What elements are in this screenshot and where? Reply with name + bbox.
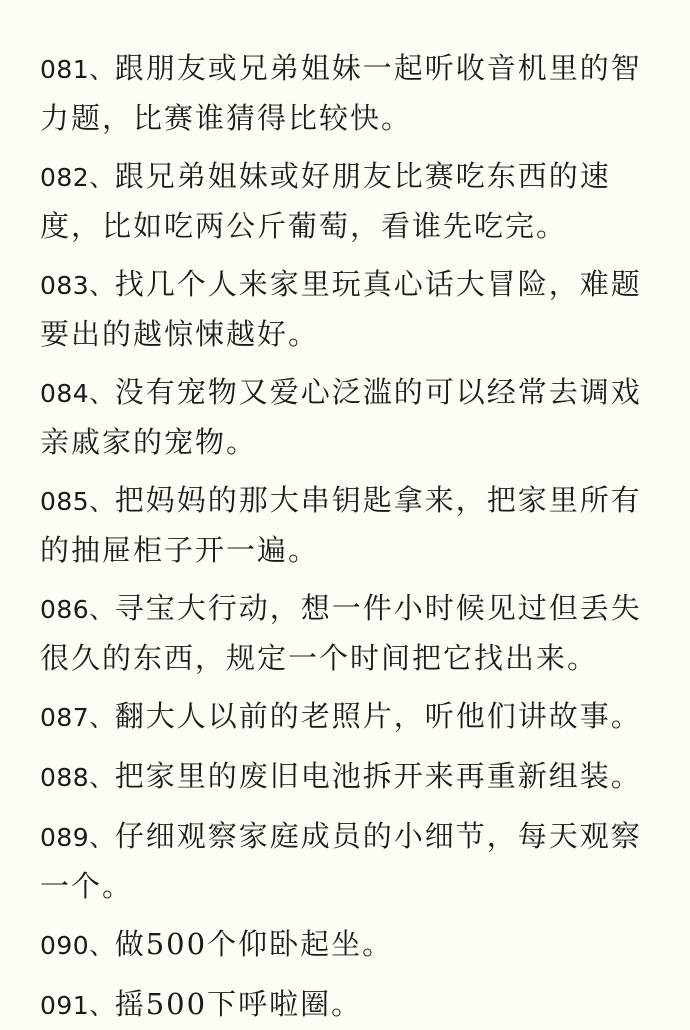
list-item (40, 752, 660, 802)
list-item (40, 584, 660, 682)
list-item (40, 476, 660, 574)
item-text: 仔细观察家庭成员的小细节，每天观察一个。 (40, 819, 642, 903)
list-item (40, 368, 660, 466)
list-item (40, 44, 660, 142)
item-text: 做500个仰卧起坐。 (114, 927, 394, 961)
item-number: 091、 (40, 991, 115, 1020)
item-text: 跟兄弟姐妹或好朋友比赛吃东西的速度，比如吃两公斤葡萄，看谁先吃完。 (40, 159, 611, 243)
item-number: 082、 (40, 163, 115, 192)
item-text: 翻大人以前的老照片，听他们讲故事。 (114, 699, 642, 733)
list-item (40, 260, 660, 358)
item-number: 081、 (40, 55, 115, 84)
list-item (40, 812, 660, 910)
item-number: 084、 (40, 379, 115, 408)
item-text: 摇500下呼啦圈。 (114, 987, 363, 1021)
item-number: 086、 (40, 595, 115, 624)
list-item (40, 152, 660, 250)
item-text: 把家里的废旧电池拆开来再重新组装。 (114, 759, 642, 793)
item-text: 跟朋友或兄弟姐妹一起听收音机里的智力题，比赛谁猜得比较快。 (40, 51, 642, 135)
item-text: 找几个人来家里玩真心话大冒险，难题要出的越惊悚越好。 (40, 267, 642, 351)
item-number: 085、 (40, 487, 115, 516)
item-number: 090、 (40, 931, 115, 960)
list-item (40, 692, 660, 742)
item-number: 088、 (40, 763, 115, 792)
item-text: 把妈妈的那大串钥匙拿来，把家里所有的抽屉柜子开一遍。 (40, 483, 642, 567)
list-item (40, 920, 660, 970)
item-text: 寻宝大行动，想一件小时候见过但丢失很久的东西，规定一个时间把它找出来。 (40, 591, 642, 675)
item-number: 087、 (40, 703, 115, 732)
item-text: 没有宠物又爱心泛滥的可以经常去调戏亲戚家的宠物。 (40, 375, 642, 459)
item-number: 089、 (40, 823, 115, 852)
item-number: 083、 (40, 271, 115, 300)
activity-list (40, 44, 660, 1030)
